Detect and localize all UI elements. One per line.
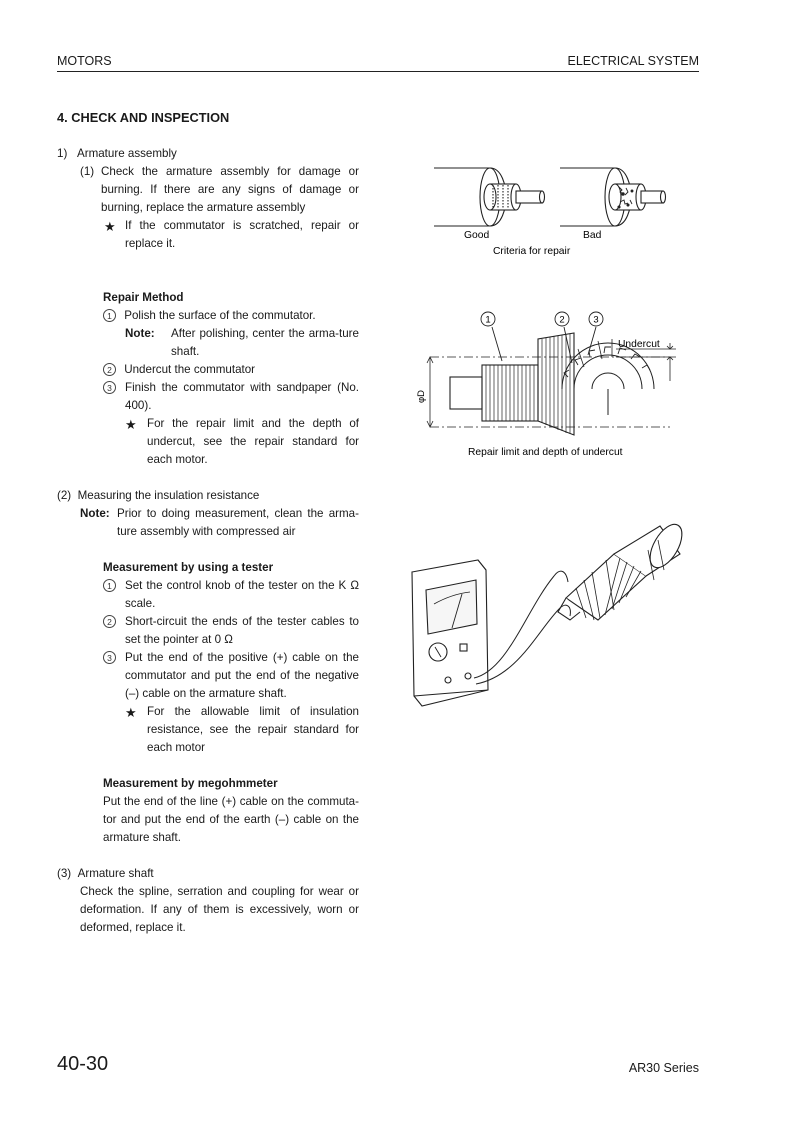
repair-note-label: Note: — [125, 327, 155, 340]
undercut-figure — [412, 305, 686, 460]
step-number-circle: 2 — [103, 615, 116, 628]
star-icon: ★ — [104, 219, 116, 234]
criteria-caption: Criteria for repair — [493, 246, 571, 257]
repair-step-2 — [103, 361, 255, 379]
undercut-caption: Repair limit and depth of undercut — [468, 447, 623, 458]
header-rule — [57, 71, 699, 72]
repair-step-3-star-text: For the repair limit and the depth of undercut, see the repair standard for each motor. — [147, 417, 359, 466]
diameter-label: φD — [416, 389, 427, 403]
tester-star-text: For the allowable limit of insulation resistance, see the repair standard for each motor — [147, 705, 359, 754]
item3-text: Check the spline, serration and coupling for wear or deformation. If any of them is excessively, worn or deformed, replace it. — [80, 885, 359, 934]
step-number-circle: 3 — [103, 381, 116, 394]
repair-step-2-text: Undercut the commutator — [124, 363, 256, 376]
undercut-label: Undercut — [618, 339, 660, 350]
series-label: AR30 Series — [628, 1061, 699, 1075]
tester-step-3-num — [103, 649, 116, 667]
callout-2: 2 — [559, 314, 565, 326]
item1-sub1-text: Check the armature assembly for damage or burning. If there are any signs of damage or burning, replace the armature assembly — [101, 165, 359, 214]
repair-step-1 — [103, 307, 316, 325]
repair-note-text: After polishing, center the arma-ture shaft. — [171, 327, 359, 358]
tester-step-1-num — [103, 577, 116, 595]
repair-step-3-num — [103, 379, 116, 397]
bad-armature-drawing — [560, 168, 666, 226]
repair-method-title: Repair Method — [103, 291, 184, 304]
page-number: 40-30 — [57, 1053, 109, 1075]
item1-sub1-num: (1) — [80, 165, 95, 178]
tester-cables — [474, 571, 570, 684]
undercut-cross-section — [562, 339, 676, 415]
section-title: 4. CHECK AND INSPECTION — [57, 110, 230, 125]
star-icon: ★ — [125, 417, 137, 432]
star-icon: ★ — [125, 705, 137, 720]
step-number-circle: 1 — [103, 579, 116, 592]
megohmmeter-title: Measurement by megohmmeter — [103, 777, 278, 790]
tester-step-1-text: Set the control knob of the tester on the K Ω scale. — [125, 579, 359, 610]
step-number-circle: 3 — [103, 651, 116, 664]
shaft — [450, 377, 482, 409]
criteria-figure — [430, 158, 670, 258]
bad-label: Bad — [583, 230, 602, 241]
callout-1: 1 — [485, 314, 491, 326]
tester-title: Measurement by using a tester — [103, 561, 274, 574]
item1-heading: 1) Armature assembly — [57, 147, 177, 160]
header-left: MOTORS — [57, 54, 112, 68]
tester-step-2-num — [103, 613, 116, 631]
item3-heading: (3) Armature shaft — [57, 867, 154, 880]
step-number-circle: 1 — [103, 309, 116, 322]
callout-3: 3 — [593, 314, 599, 326]
megohmmeter-text: Put the end of the line (+) cable on the commuta-tor and put the end of the earth (–) cable on the armature shaft. — [103, 795, 359, 844]
item2-heading: (2) Measuring the insulation resistance — [57, 489, 260, 502]
item2-note-text: Prior to doing measurement, clean the arma-ture assembly with compressed air — [117, 507, 359, 538]
header-right: ELECTRICAL SYSTEM — [567, 54, 699, 68]
step-number-circle: 2 — [103, 363, 116, 376]
tester-step-2-text: Short-circuit the ends of the tester cables to set the pointer at 0 Ω — [125, 615, 359, 646]
good-armature-drawing — [434, 168, 545, 226]
item2-note-label: Note: — [80, 507, 110, 520]
good-label: Good — [464, 230, 490, 241]
armature-drawing — [558, 519, 688, 620]
repair-step-3-text: Finish the commutator with sandpaper (No. 400). — [125, 381, 359, 412]
tester-meter-window — [426, 580, 477, 634]
item1-note-text: If the commutator is scratched, repair or replace it. — [125, 219, 359, 250]
callout-leaders — [492, 327, 596, 363]
tester-figure — [408, 520, 690, 720]
tester-step-3-text: Put the end of the positive (+) cable on the commutator and put the end of the negative (–) cable on the armature shaft. — [125, 651, 359, 700]
repair-step-1-text: Polish the surface of the commutator. — [124, 309, 316, 322]
